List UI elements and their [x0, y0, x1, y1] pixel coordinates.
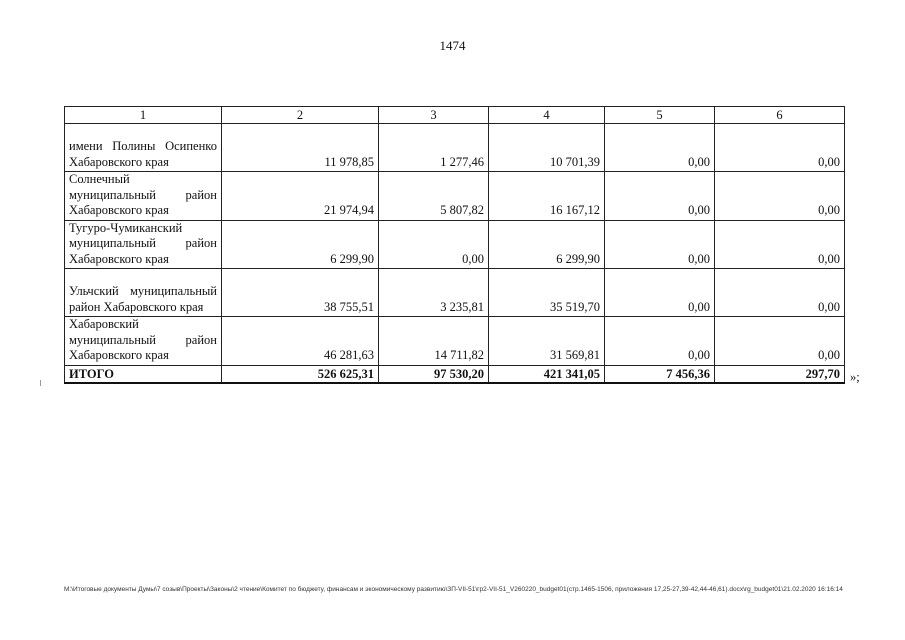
value-cell-col4: 35 519,70 — [489, 269, 605, 317]
value-cell-col4: 6 299,90 — [489, 220, 605, 269]
value-cell-col2: 11 978,85 — [222, 124, 379, 172]
value-cell-col4: 31 569,81 — [489, 317, 605, 366]
value-cell-col3: 5 807,82 — [379, 172, 489, 221]
value-cell-col5: 0,00 — [605, 269, 715, 317]
value-cell-col5: 0,00 — [605, 220, 715, 269]
table-row — [65, 172, 845, 221]
table-header-row — [65, 107, 845, 124]
table-row — [65, 220, 845, 269]
budget-table — [64, 106, 845, 384]
total-value-col3: 97 530,20 — [379, 365, 489, 383]
column-header-4: 4 — [489, 107, 605, 124]
district-name-cell: Тугуро-Чумиканский муниципальный район Хабаровского края — [65, 220, 222, 269]
district-name-cell: Хабаровский муниципальный район Хабаровского края — [65, 317, 222, 366]
table-row — [65, 317, 845, 366]
value-cell-col3: 1 277,46 — [379, 124, 489, 172]
district-name-cell: Солнечный муниципальный район Хабаровского края — [65, 172, 222, 221]
value-cell-col6: 0,00 — [715, 269, 845, 317]
district-name-cell: имени Полины Осипенко Хабаровского края — [65, 124, 222, 172]
value-cell-col3: 3 235,81 — [379, 269, 489, 317]
value-cell-col6: 0,00 — [715, 220, 845, 269]
value-cell-col2: 38 755,51 — [222, 269, 379, 317]
page-number: 1474 — [439, 38, 466, 53]
scan-margin-mark — [40, 380, 41, 386]
closing-quote-mark: »; — [850, 370, 860, 384]
value-cell-col3: 0,00 — [379, 220, 489, 269]
document-file-path-footer: M:\Итоговые документы Думы\7 созыв\Проекты\Законы\2 чтение\Комитет по бюджету, финансам и экономическому развитию\ЗП-VII-51\гр2-VII-51_V260220_budget01(стр.1465-1506, приложения 17,25-27,39-42,44-46,61).docx\rg_budget01\21.02.2020 16:16:14 — [64, 586, 843, 593]
column-header-5: 5 — [605, 107, 715, 124]
table-row — [65, 124, 845, 172]
value-cell-col2: 6 299,90 — [222, 220, 379, 269]
table-row — [65, 269, 845, 317]
value-cell-col2: 21 974,94 — [222, 172, 379, 221]
value-cell-col6: 0,00 — [715, 172, 845, 221]
column-header-6: 6 — [715, 107, 845, 124]
total-value-col4: 421 341,05 — [489, 365, 605, 383]
column-header-3: 3 — [379, 107, 489, 124]
value-cell-col6: 0,00 — [715, 124, 845, 172]
value-cell-col4: 16 167,12 — [489, 172, 605, 221]
total-row — [65, 365, 845, 383]
column-header-1: 1 — [65, 107, 222, 124]
value-cell-col4: 10 701,39 — [489, 124, 605, 172]
value-cell-col6: 0,00 — [715, 317, 845, 366]
total-label: ИТОГО — [65, 365, 222, 383]
total-value-col2: 526 625,31 — [222, 365, 379, 383]
total-value-col6: 297,70 — [715, 365, 845, 383]
value-cell-col5: 0,00 — [605, 317, 715, 366]
column-header-2: 2 — [222, 107, 379, 124]
value-cell-col3: 14 711,82 — [379, 317, 489, 366]
total-value-col5: 7 456,36 — [605, 365, 715, 383]
district-name-cell: Ульчский муниципальный район Хабаровского края — [65, 269, 222, 317]
value-cell-col2: 46 281,63 — [222, 317, 379, 366]
value-cell-col5: 0,00 — [605, 124, 715, 172]
value-cell-col5: 0,00 — [605, 172, 715, 221]
